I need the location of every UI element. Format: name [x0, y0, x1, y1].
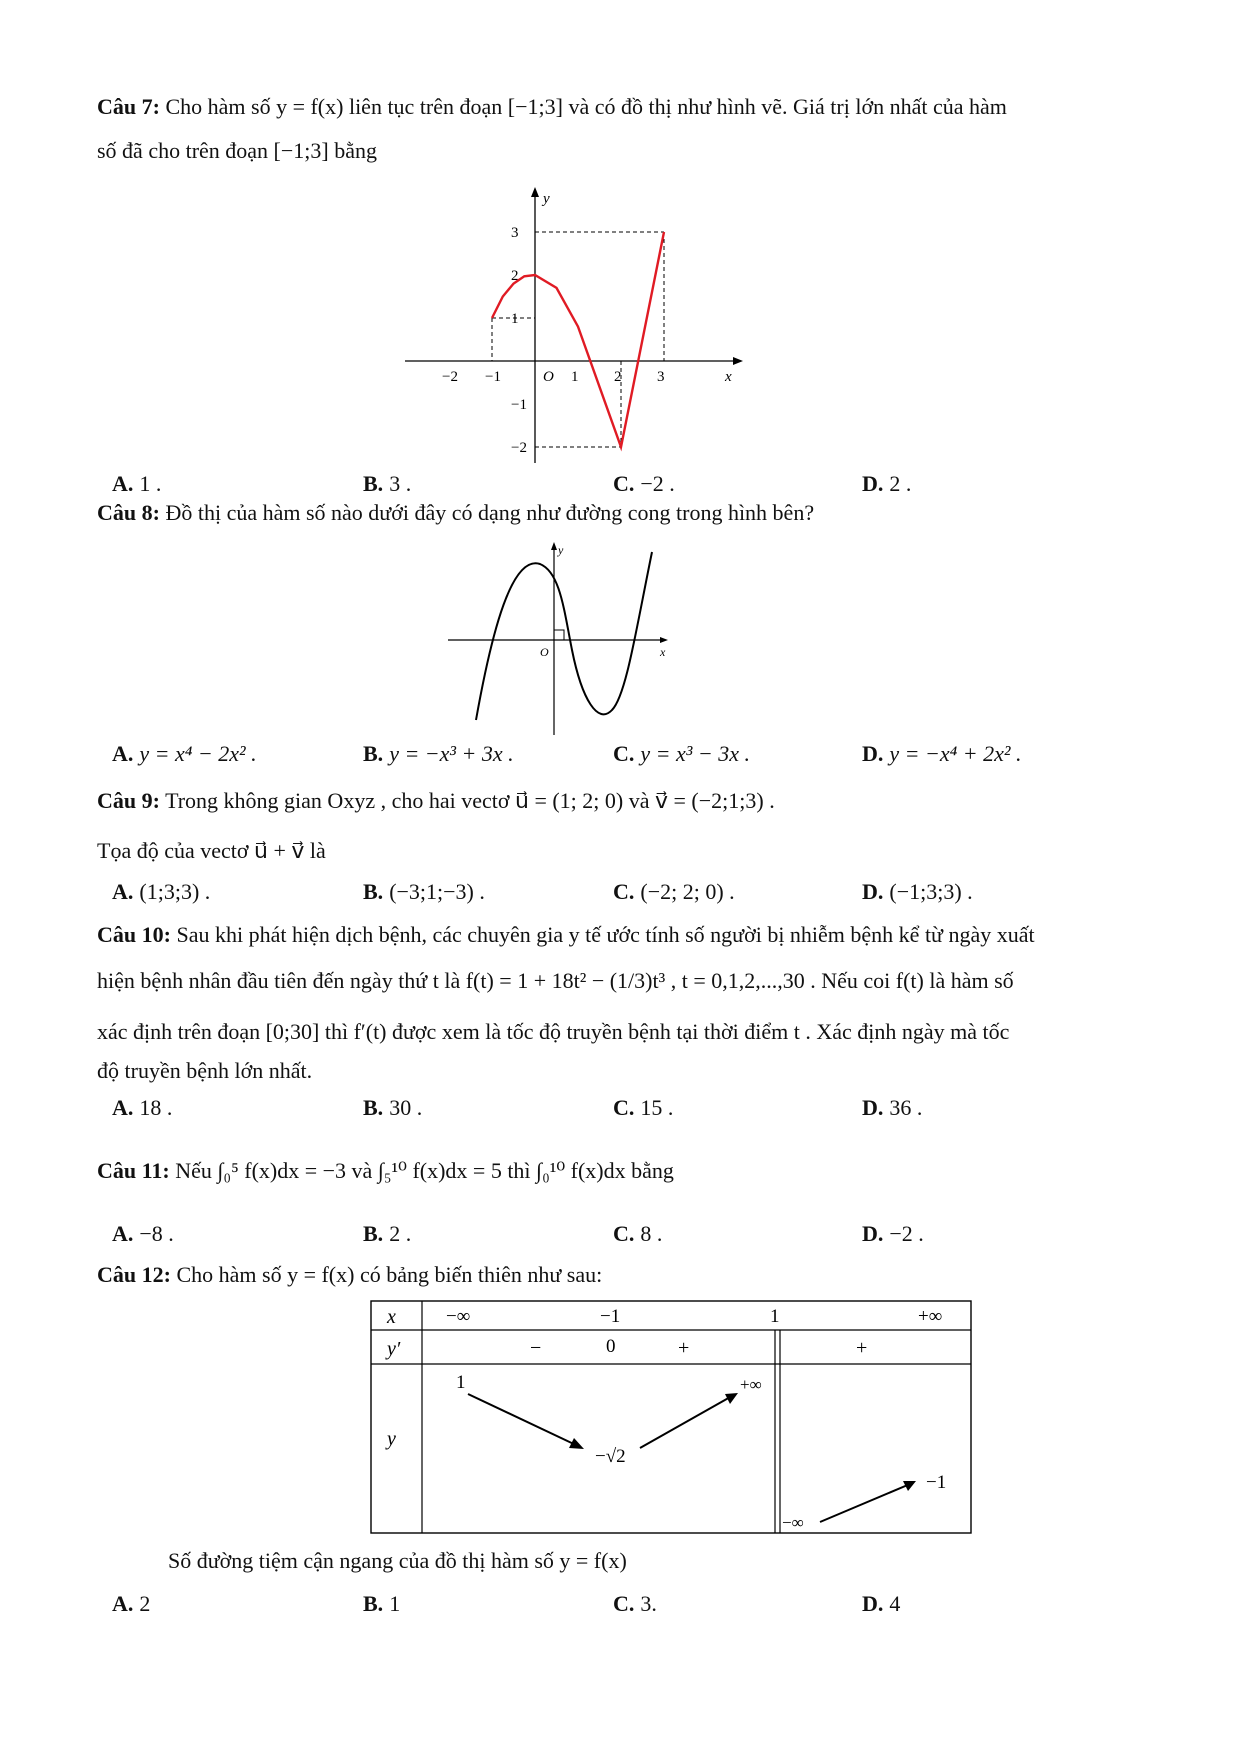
- yprime-sign-minus: −: [530, 1337, 542, 1359]
- q8-label: Câu 8:: [97, 500, 160, 525]
- yprime-sign-plus-1: +: [678, 1337, 690, 1359]
- q11-option-b-text: 2 .: [389, 1221, 412, 1246]
- q11-option-b[interactable]: [363, 1220, 411, 1248]
- q10-text-1: Sau khi phát hiện dịch bệnh, các chuyên gia y tế ước tính số người bị nhiễm bệnh kể từ ngày xuất: [176, 922, 1035, 947]
- q8-x-label: x: [660, 645, 666, 659]
- q12-option-a[interactable]: [112, 1590, 150, 1618]
- q8-origin-label: O: [540, 645, 549, 659]
- q12-line: [97, 1260, 1181, 1290]
- x-value-1: 1: [770, 1306, 780, 1327]
- q9-option-d[interactable]: [862, 878, 973, 906]
- q9-option-c-text: (−2; 2; 0) .: [640, 879, 735, 904]
- q11-option-a-letter: A.: [112, 1221, 134, 1246]
- q10-option-a-letter: A.: [112, 1095, 134, 1120]
- y-value-1: 1: [456, 1372, 466, 1393]
- row-label-x: x: [387, 1306, 396, 1328]
- q11-option-a-text: −8 .: [139, 1221, 174, 1246]
- q11-option-d[interactable]: [862, 1220, 924, 1248]
- q11-text: Nếu ∫₀⁵ f(x)dx = −3 và ∫₅¹⁰ f(x)dx = 5 thì ∫₀¹⁰ f(x)dx bằng: [175, 1158, 674, 1183]
- q11-option-c[interactable]: [613, 1220, 662, 1248]
- q8-option-d-letter: D.: [862, 741, 884, 766]
- x-value-neg1: −1: [600, 1306, 621, 1327]
- q7-option-b[interactable]: [363, 470, 411, 498]
- q7-line-1: [97, 92, 1181, 122]
- q7-graph: [395, 185, 755, 470]
- row-label-y: y: [387, 1428, 396, 1450]
- q7-x-tick-label: −1: [485, 369, 501, 385]
- q10-text-3: xác định trên đoạn [0;30] thì f′(t) được xem là tốc độ truyền bệnh tại thời điểm t . Xác định ngày mà tốc: [97, 1019, 1010, 1044]
- q10-option-d[interactable]: [862, 1094, 922, 1122]
- q8-y-label: y: [558, 543, 564, 557]
- q7-y-tick-label: 1: [511, 311, 519, 327]
- q10-option-c[interactable]: [613, 1094, 673, 1122]
- x-value-neg-inf: −∞: [446, 1306, 471, 1327]
- q12-footer: [168, 1546, 1181, 1576]
- x-value-pos-inf: +∞: [918, 1306, 943, 1327]
- q7-y-tick-label: −1: [511, 397, 527, 413]
- q10-option-b-letter: B.: [363, 1095, 384, 1120]
- q7-option-d-text: 2 .: [889, 471, 912, 496]
- q7-tick-labels: [442, 225, 665, 456]
- q9-line-1: [97, 786, 1181, 816]
- q7-option-a-letter: A.: [112, 471, 134, 496]
- q9-option-b-text: (−3;1;−3) .: [389, 879, 485, 904]
- q7-y-tick-label: 3: [511, 225, 519, 241]
- q7-origin-label: O: [543, 369, 554, 385]
- q7-label: Câu 7:: [97, 94, 160, 119]
- q8-graph: [440, 540, 680, 735]
- q10-option-c-letter: C.: [613, 1095, 635, 1120]
- q8-option-b-letter: B.: [363, 741, 384, 766]
- q7-x-tick-label: −2: [442, 369, 458, 385]
- q8-option-a-letter: A.: [112, 741, 134, 766]
- q9-option-a[interactable]: [112, 878, 210, 906]
- q7-curve: [492, 232, 664, 447]
- q12-option-b-letter: B.: [363, 1591, 384, 1616]
- arrow-decrease-head: [569, 1438, 584, 1449]
- q7-option-c-letter: C.: [613, 471, 635, 496]
- q7-y-tick-label: 2: [511, 268, 519, 284]
- q12-text: Cho hàm số y = f(x) có bảng biến thiên như sau:: [176, 1262, 603, 1287]
- q9-text-1: Trong không gian Oxyz , cho hai vectơ u⃗ = (1; 2; 0) và v⃗ = (−2;1;3) .: [165, 788, 775, 813]
- q7-x-arrow: [733, 357, 743, 365]
- q10-text-2: hiện bệnh nhân đầu tiên đến ngày thứ t là f(t) = 1 + 18t² − (1/3)t³ , t = 0,1,2,...,30 . Nếu coi f(t) là hàm số: [97, 968, 1014, 993]
- q12-option-a-text: 2: [139, 1591, 151, 1616]
- q9-option-b-letter: B.: [363, 879, 384, 904]
- q7-x-tick-label: 2: [614, 369, 622, 385]
- q7-option-a-text: 1 .: [139, 471, 162, 496]
- q9-option-a-text: (1;3;3) .: [139, 879, 211, 904]
- q9-option-d-text: (−1;3;3) .: [889, 879, 973, 904]
- q12-option-c[interactable]: [613, 1590, 657, 1618]
- q10-label: Câu 10:: [97, 922, 171, 947]
- q11-option-d-text: −2 .: [889, 1221, 924, 1246]
- q11-option-d-letter: D.: [862, 1221, 884, 1246]
- q9-option-b[interactable]: [363, 878, 485, 906]
- q9-option-d-letter: D.: [862, 879, 884, 904]
- q7-line-2: [97, 136, 1181, 166]
- q8-option-c-letter: C.: [613, 741, 635, 766]
- q10-option-d-text: 36 .: [889, 1095, 923, 1120]
- q11-option-b-letter: B.: [363, 1221, 384, 1246]
- q12-option-d-letter: D.: [862, 1591, 884, 1616]
- q7-text-2: số đã cho trên đoạn [−1;3] bằng: [97, 138, 377, 163]
- q7-y-arrow: [531, 187, 539, 197]
- q10-line-3: [97, 1017, 1181, 1047]
- q10-text-4: độ truyền bệnh lớn nhất.: [97, 1058, 313, 1083]
- q8-y-arrow: [551, 542, 557, 550]
- q9-line-2: [97, 836, 1181, 866]
- q7-y-tick-label: −2: [511, 440, 527, 456]
- q9-option-a-letter: A.: [112, 879, 134, 904]
- q12-label: Câu 12:: [97, 1262, 171, 1287]
- q7-option-c-text: −2 .: [640, 471, 675, 496]
- q7-y-label: y: [543, 191, 550, 207]
- q7-option-d[interactable]: [862, 470, 911, 498]
- q8-option-b-text: y = −x³ + 3x .: [389, 741, 514, 766]
- arrow-increase-1: [640, 1396, 732, 1448]
- q8-option-d[interactable]: [862, 740, 1021, 768]
- yprime-zero: 0: [606, 1336, 616, 1357]
- q8-line: [97, 498, 1181, 528]
- q8-option-a[interactable]: [112, 740, 257, 768]
- q12-option-d[interactable]: [862, 1590, 900, 1618]
- y-value-pos-inf: +∞: [740, 1375, 762, 1394]
- q7-guide-lines: [492, 232, 664, 447]
- q11-label: Câu 11:: [97, 1158, 170, 1183]
- y-value-neg-sqrt2: −√2: [595, 1446, 626, 1467]
- q7-x-tick-label: 3: [657, 369, 665, 385]
- q8-option-c-text: y = x³ − 3x .: [640, 741, 750, 766]
- q8-option-b[interactable]: [363, 740, 514, 768]
- row-label-yprime: y′: [387, 1338, 401, 1360]
- q10-line-2: [97, 966, 1181, 996]
- q12-option-a-letter: A.: [112, 1591, 134, 1616]
- q11-option-a[interactable]: [112, 1220, 174, 1248]
- q7-option-c[interactable]: [613, 470, 675, 498]
- yprime-sign-plus-2: +: [856, 1337, 868, 1359]
- q7-x-label: x: [725, 369, 732, 385]
- q10-option-b-text: 30 .: [389, 1095, 423, 1120]
- q11-option-c-letter: C.: [613, 1221, 635, 1246]
- q10-option-a[interactable]: [112, 1094, 172, 1122]
- q12-option-c-text: 3.: [640, 1591, 657, 1616]
- q10-line-1: [97, 920, 1181, 950]
- q8-option-c[interactable]: [613, 740, 750, 768]
- q7-text-1: Cho hàm số y = f(x) liên tục trên đoạn [−1;3] và có đồ thị như hình vẽ. Giá trị lớn nhất của hàm: [165, 94, 1007, 119]
- q9-option-c-letter: C.: [613, 879, 635, 904]
- q12-option-c-letter: C.: [613, 1591, 635, 1616]
- q9-option-c[interactable]: [613, 878, 735, 906]
- q11-option-c-text: 8 .: [640, 1221, 663, 1246]
- q11-line: [97, 1156, 1181, 1186]
- q8-text: Đồ thị của hàm số nào dưới đây có dạng như đường cong trong hình bên?: [165, 500, 815, 525]
- q8-origin-marker: [554, 630, 564, 640]
- q9-text-2: Tọa độ của vectơ u⃗ + v⃗ là: [97, 838, 326, 863]
- q7-x-tick-label: 1: [571, 369, 579, 385]
- q8-option-d-text: y = −x⁴ + 2x² .: [889, 741, 1022, 766]
- q10-option-a-text: 18 .: [139, 1095, 173, 1120]
- q7-option-b-letter: B.: [363, 471, 384, 496]
- q7-option-a[interactable]: [112, 470, 161, 498]
- q10-option-d-letter: D.: [862, 1095, 884, 1120]
- q7-option-b-text: 3 .: [389, 471, 412, 496]
- q10-option-b[interactable]: [363, 1094, 422, 1122]
- y-value-neg-inf: −∞: [782, 1513, 804, 1532]
- arrow-decrease: [468, 1394, 578, 1446]
- q12-option-b[interactable]: [363, 1590, 400, 1618]
- y-value-neg1: −1: [926, 1472, 947, 1493]
- q10-line-4: [97, 1056, 1181, 1086]
- arrow-increase-2: [820, 1484, 910, 1522]
- variation-table: [370, 1300, 972, 1536]
- q8-x-arrow: [660, 637, 668, 643]
- q12-footer-text: Số đường tiệm cận ngang của đồ thị hàm số y = f(x): [168, 1548, 627, 1573]
- q12-option-b-text: 1: [389, 1591, 401, 1616]
- q7-option-d-letter: D.: [862, 471, 884, 496]
- q9-label: Câu 9:: [97, 788, 160, 813]
- q10-option-c-text: 15 .: [640, 1095, 674, 1120]
- q12-option-d-text: 4: [889, 1591, 901, 1616]
- q8-option-a-text: y = x⁴ − 2x² .: [139, 741, 257, 766]
